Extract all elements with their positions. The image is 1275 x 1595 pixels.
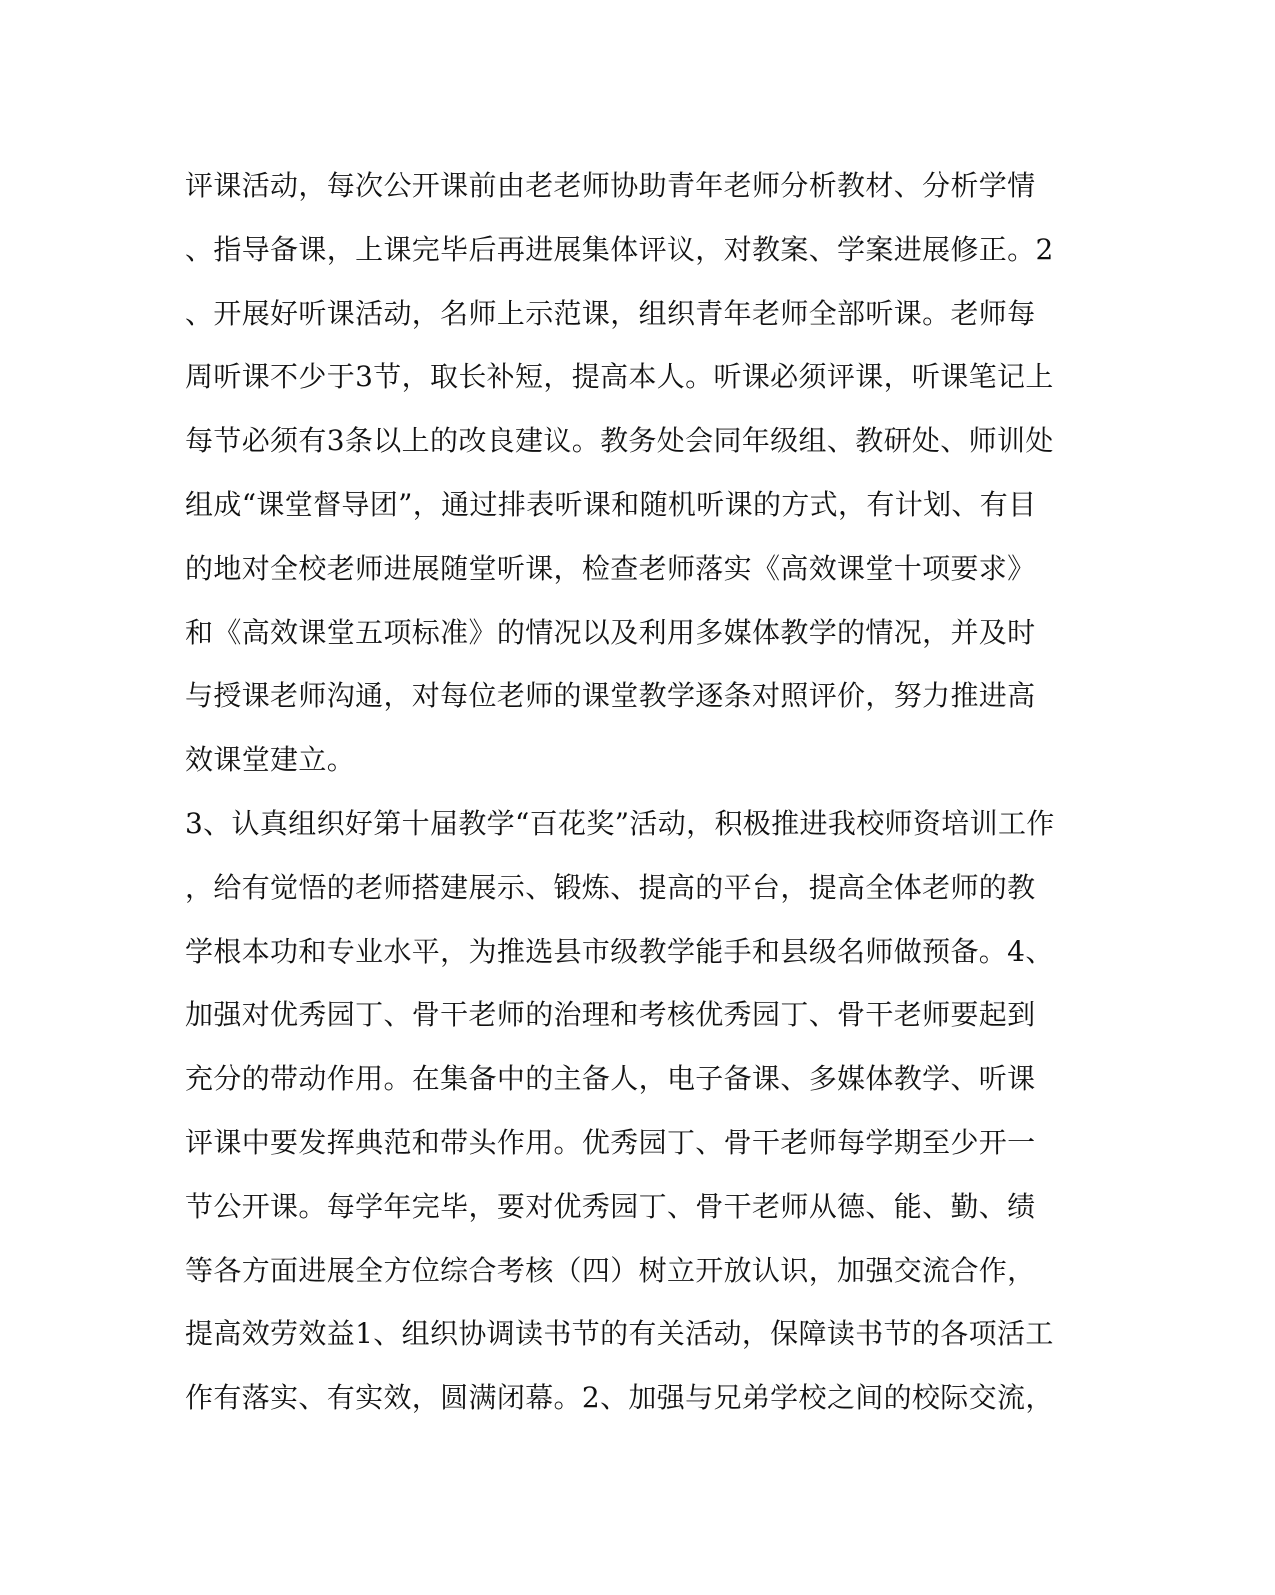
text-line: 组成“课堂督导团”，通过排表听课和随机听课的方式，有计划、有目 xyxy=(185,487,1037,521)
text-line: 提高效劳效益1、组织协调读书节的有关活动，保障读书节的各项活工 xyxy=(185,1317,1054,1351)
text-line: 3、认真组织好第十届教学“百花奖”活动，积极推进我校师资培训工作 xyxy=(185,806,1055,840)
text-line: 、指导备课，上课完毕后再进展集体评议，对教案、学案进展修正。2 xyxy=(185,232,1054,266)
text-line: 学根本功和专业水平，为推选县市级教学能手和县级名师做预备。4、 xyxy=(185,934,1054,968)
text-line: 每节必须有3条以上的改良建议。教务处会同年级组、教研处、师训处 xyxy=(185,424,1054,458)
text-line: 评课中要发挥典范和带头作用。优秀园丁、骨干老师每学期至少开一 xyxy=(185,1125,1036,1159)
text-line: 周听课不少于3节，取长补短，提高本人。听课必须评课，听课笔记上 xyxy=(185,360,1054,394)
text-line: 效课堂建立。 xyxy=(185,743,356,777)
text-line: 充分的带动作用。在集备中的主备人，电子备课、多媒体教学、听课 xyxy=(185,1062,1036,1096)
body-text xyxy=(185,154,1075,1430)
text-line: 与授课老师沟通，对每位老师的课堂教学逐条对照评价，努力推进高 xyxy=(185,679,1036,713)
text-line: 作有落实、有实效，圆满闭幕。2、加强与兄弟学校之间的校际交流， xyxy=(185,1381,1054,1415)
text-line: 评课活动，每次公开课前由老老师协助青年老师分析教材、分析学情 xyxy=(185,169,1036,202)
text-line: 节公开课。每学年完毕，要对优秀园丁、骨干老师从德、能、勤、绩 xyxy=(185,1189,1036,1223)
text-line: 的地对全校老师进展随堂听课，检查老师落实《高效课堂十项要求》 xyxy=(185,551,1036,585)
text-line: 和《高效课堂五项标准》的情况以及利用多媒体教学的情况，并及时 xyxy=(185,615,1036,649)
text-line: 、开展好听课活动，名师上示范课，组织青年老师全部听课。老师每 xyxy=(185,296,1036,330)
text-line: 等各方面进展全方位综合考核（四）树立开放认识，加强交流合作， xyxy=(185,1253,1036,1287)
text-line: ，给有觉悟的老师搭建展示、锻炼、提高的平台，提高全体老师的教 xyxy=(185,870,1036,904)
text-line: 加强对优秀园丁、骨干老师的治理和考核优秀园丁、骨干老师要起到 xyxy=(185,998,1036,1032)
